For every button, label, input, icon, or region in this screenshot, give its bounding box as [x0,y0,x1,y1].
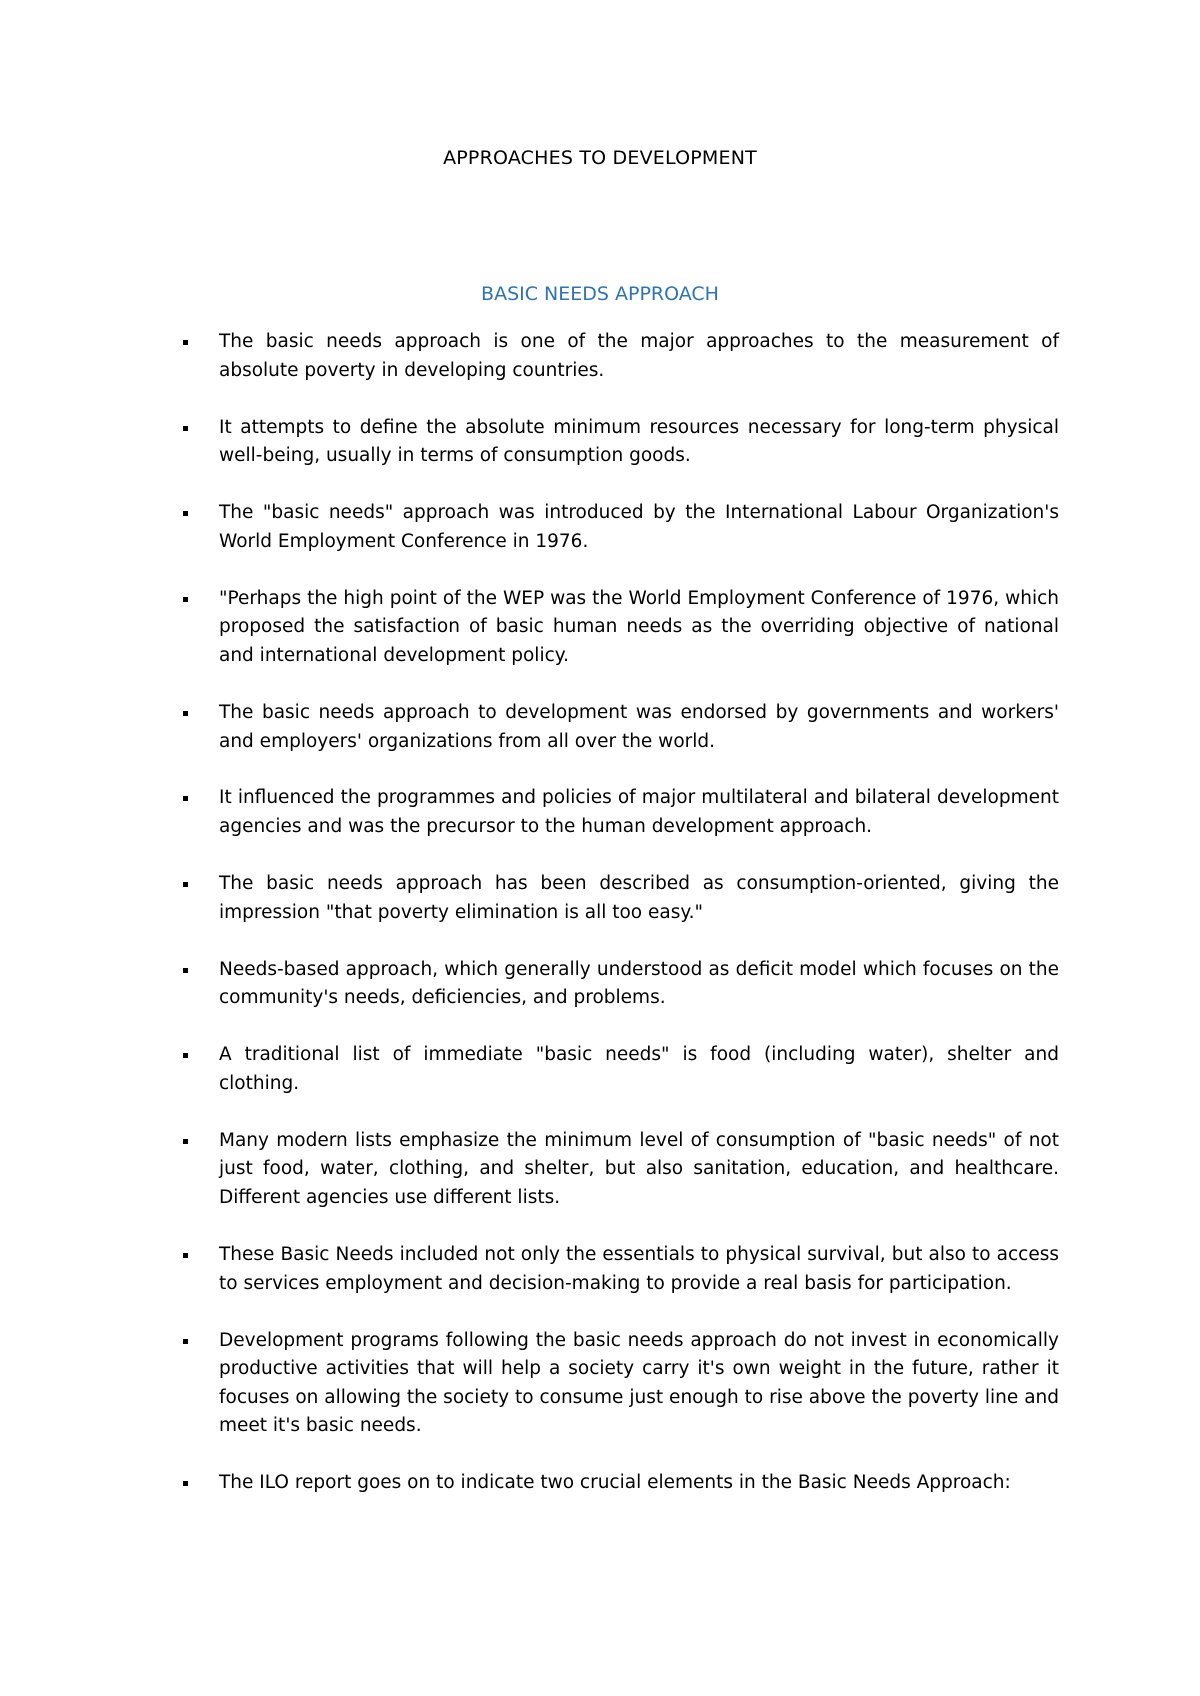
bullet-item [182,1327,1059,1441]
square-bullet-icon [183,1481,188,1486]
square-bullet-icon [183,711,188,716]
bullet-text: A traditional list of immediate "basic needs" is food (including water), shelter and clothing. [219,1044,1059,1094]
bullet-item [182,1469,1059,1498]
bullet-item [182,328,1059,385]
square-bullet-icon [183,1053,188,1058]
document-title: APPROACHES TO DEVELOPMENT [443,147,757,169]
bullet-item [182,585,1059,671]
bullet-item [182,499,1059,556]
bullet-text: These Basic Needs included not only the essentials to physical survival, but also to access to services employment and decision-making to provide a real basis for participation. [219,1243,1059,1294]
bullet-item [182,699,1059,756]
square-bullet-icon [183,340,188,345]
square-bullet-icon [183,796,188,801]
bullet-item [182,414,1059,471]
bullet-text: It influenced the programmes and policies of major multilateral and bilateral development agencies and was the precursor to the human development approach. [219,787,1059,838]
square-bullet-icon [183,511,188,516]
bullet-text: The basic needs approach is one of the major approaches to the measurement of absolute poverty in developing countries. [219,331,1059,381]
bullet-text: Many modern lists emphasize the minimum level of consumption of "basic needs" of not just food, water, clothing, and shelter, but also sanitation, education, and healthcare. Different agencies use different lists. [219,1129,1059,1208]
bullet-text: The basic needs approach to development was endorsed by governments and workers' and employers' organizations from all over the world. [219,701,1059,752]
bullet-text: It attempts to define the absolute minimum resources necessary for long-term physical well-being, usually in terms of consumption goods. [219,416,1059,467]
bullet-text: Needs-based approach, which generally understood as deficit model which focuses on the community's needs, deficiencies, and problems. [219,958,1059,1009]
bullet-item [182,784,1059,841]
bullet-item [182,956,1059,1013]
bullet-item [182,870,1059,927]
bullet-item [182,1041,1059,1098]
bullet-text: "Perhaps the high point of the WEP was the World Employment Conference of 1976, which proposed the satisfaction of basic human needs as the overriding objective of national and international development policy. [219,587,1059,666]
bullet-list [182,328,1059,1526]
square-bullet-icon [183,426,188,431]
bullet-text: The basic needs approach has been described as consumption-oriented, giving the impression "that poverty elimination is all too easy." [219,873,1059,923]
section-heading: BASIC NEEDS APPROACH [481,283,719,305]
square-bullet-icon [183,968,188,973]
square-bullet-icon [183,1253,188,1258]
square-bullet-icon [183,597,188,602]
square-bullet-icon [183,1139,188,1144]
square-bullet-icon [183,1339,188,1344]
bullet-item [182,1127,1059,1213]
bullet-text: The ILO report goes on to indicate two crucial elements in the Basic Needs Approach: [219,1472,1011,1494]
bullet-item [182,1241,1059,1298]
bullet-text: The "basic needs" approach was introduced by the International Labour Organization's World Employment Conference in 1976. [219,502,1059,552]
bullet-text: Development programs following the basic needs approach do not invest in economically productive activities that will help a society carry it's own weight in the future, rather it focuses on allowing the society to consume just enough to rise above the poverty line and meet it's basic needs. [219,1329,1059,1437]
square-bullet-icon [183,882,188,887]
